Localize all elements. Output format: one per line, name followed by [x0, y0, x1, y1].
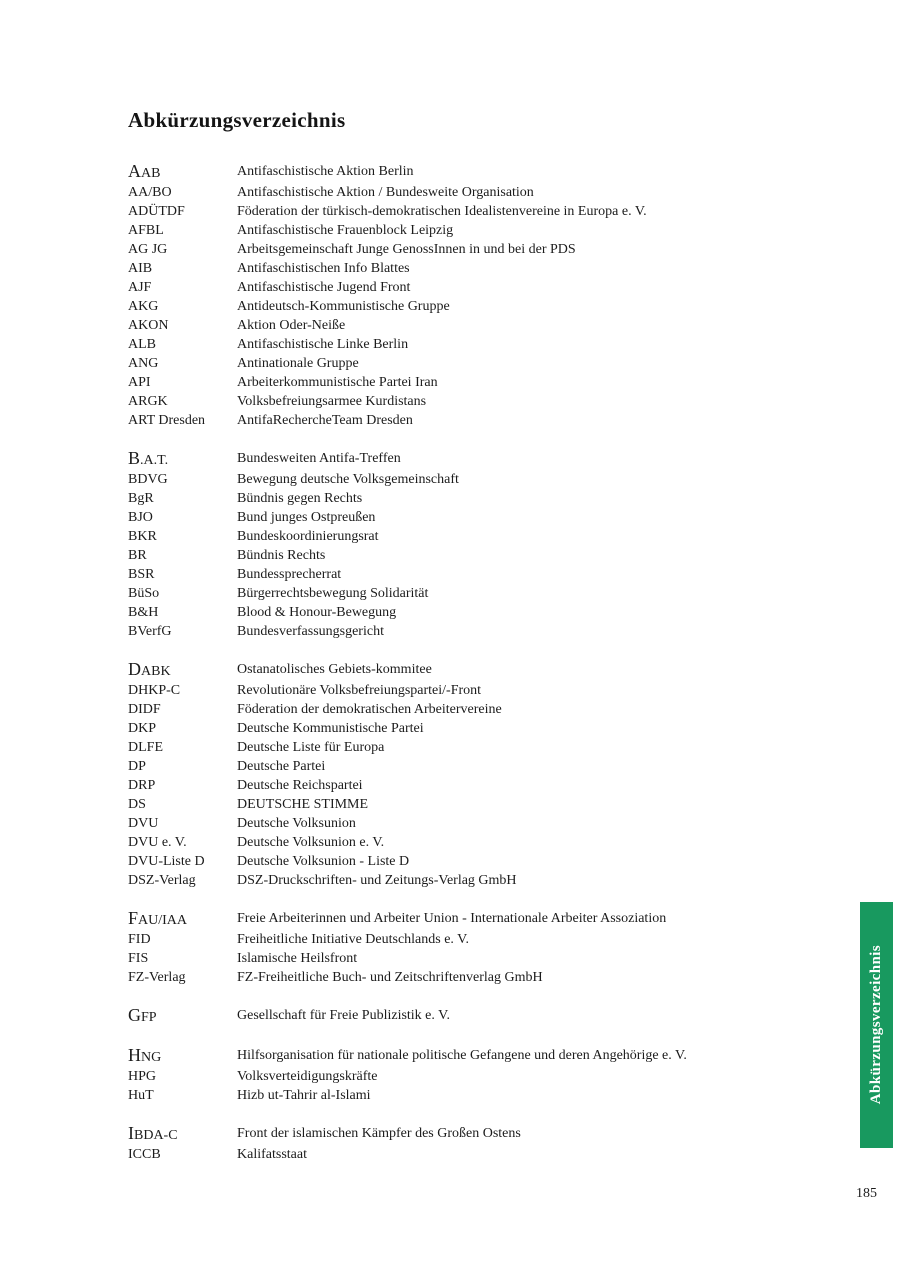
abbr-row [128, 795, 828, 814]
abbr-definition: Antideutsch-Kommunistische Gruppe [237, 299, 450, 314]
section-initial-letter: H [128, 1045, 141, 1065]
abbr-definition: Antifaschistischen Info Blattes [237, 261, 410, 276]
abbr-row [128, 968, 828, 987]
abbr-term: BSR [128, 567, 155, 582]
abbr-row [128, 565, 828, 584]
abbr-row [128, 297, 828, 316]
abbr-term: HuT [128, 1088, 154, 1103]
abbr-row [128, 354, 828, 373]
abbr-term: HPG [128, 1069, 157, 1084]
section-initial-letter: F [128, 908, 139, 928]
abbr-definition: Bundesverfassungsgericht [237, 624, 384, 639]
abbr-definition: AntifaRechercheTeam Dresden [237, 413, 413, 428]
abbr-term: FIS [128, 951, 149, 966]
abbr-term: DVU-Liste D [128, 854, 205, 869]
abbr-row [128, 316, 828, 335]
abbr-definition: Föderation der türkisch-demokratischen Idealistenvereine in Europa e. V. [237, 204, 647, 219]
abbr-term: DP [128, 759, 146, 774]
abbr-term: BüSo [128, 586, 160, 601]
abbr-row [128, 949, 828, 968]
abbr-definition: Deutsche Partei [237, 759, 326, 774]
page-number: 185 [856, 1186, 877, 1201]
abbr-term: BR [128, 548, 147, 563]
abbr-term: AJF [128, 280, 152, 295]
abbr-term: FAU/IAA [128, 908, 188, 928]
abbr-row [128, 527, 828, 546]
abbr-term: FID [128, 932, 151, 947]
abbr-term: DIDF [128, 702, 161, 717]
abbr-definition: Hilfsorganisation für nationale politische Gefangene und deren Angehörige e. V. [237, 1048, 687, 1063]
abbr-definition: DSZ-Druckschriften- und Zeitungs-Verlag GmbH [237, 873, 517, 888]
abbr-term: ICCB [128, 1147, 161, 1162]
abbr-term: DLFE [128, 740, 163, 755]
abbr-row [128, 1067, 828, 1086]
abbr-row [128, 681, 828, 700]
abbr-term: AKON [128, 318, 169, 333]
abbr-row [128, 202, 828, 221]
abbr-definition: Arbeitsgemeinschaft Junge GenossInnen in und bei der PDS [237, 242, 576, 257]
abbr-row [128, 660, 828, 681]
abbr-term: GFP [128, 1005, 157, 1025]
abbr-row [128, 546, 828, 565]
abbr-definition: Bewegung deutsche Volksgemeinschaft [237, 472, 459, 487]
abbr-definition: FZ-Freiheitliche Buch- und Zeitschriftenverlag GmbH [237, 970, 543, 985]
abbr-definition: Bundeskoordinierungsrat [237, 529, 379, 544]
abbr-row [128, 719, 828, 738]
abbr-definition: Antifaschistische Linke Berlin [237, 337, 409, 352]
abbr-row [128, 1086, 828, 1105]
abbr-section-f [128, 909, 828, 987]
abbr-term: DRP [128, 778, 156, 793]
abbr-term: DS [128, 797, 146, 812]
abbr-definition: Revolutionäre Volksbefreiungspartei/-Front [237, 683, 482, 698]
abbr-term: DSZ-Verlag [128, 873, 196, 888]
abbr-term: AFBL [128, 223, 164, 238]
abbr-term: AIB [128, 261, 153, 276]
abbr-term: AKG [128, 299, 159, 314]
abbr-term: BgR [128, 491, 154, 506]
abbr-definition: Bündnis gegen Rechts [237, 491, 363, 506]
abbr-term: DKP [128, 721, 157, 736]
section-initial-letter: A [128, 161, 141, 181]
abbr-section-h [128, 1046, 828, 1105]
abbr-definition: Deutsche Liste für Europa [237, 740, 385, 755]
abbr-definition: Freiheitliche Initiative Deutschlands e. V. [237, 932, 469, 947]
abbr-definition: Bundessprecherrat [237, 567, 342, 582]
abbr-section-a [128, 162, 828, 430]
abbr-term: BKR [128, 529, 157, 544]
section-initial-letter: I [128, 1123, 134, 1143]
abbr-section-b [128, 449, 828, 641]
abbr-term: API [128, 375, 151, 390]
abbr-definition: Deutsche Reichspartei [237, 778, 363, 793]
section-side-tab [860, 902, 893, 1148]
section-initial-letter: D [128, 659, 141, 679]
abbr-row [128, 1046, 828, 1067]
abbr-row [128, 449, 828, 470]
abbr-row [128, 221, 828, 240]
abbr-definition: Volksbefreiungsarmee Kurdistans [237, 394, 427, 409]
abbr-row [128, 622, 828, 641]
abbr-term: ARGK [128, 394, 168, 409]
abbr-row [128, 411, 828, 430]
abbr-definition: Blood & Honour-Bewegung [237, 605, 397, 620]
abbr-row [128, 776, 828, 795]
page-title: Abkürzungsverzeichnis [128, 108, 346, 132]
section-initial-letter: G [128, 1005, 141, 1025]
abbr-row [128, 833, 828, 852]
abbr-definition: Deutsche Volksunion e. V. [237, 835, 385, 850]
abbr-definition: Arbeiterkommunistische Partei Iran [237, 375, 438, 390]
abbr-definition: Volksverteidigungskräfte [237, 1069, 378, 1084]
abbr-row [128, 489, 828, 508]
abbr-term: IBDA-C [128, 1123, 178, 1143]
abbr-definition: DEUTSCHE STIMME [237, 797, 369, 812]
abbr-row [128, 738, 828, 757]
abbr-definition: Ostanatolisches Gebiets-kommitee [237, 662, 432, 677]
abbr-row [128, 814, 828, 833]
abbr-row [128, 1145, 828, 1164]
section-initial-letter: B [128, 448, 141, 468]
abbr-term: DABK [128, 659, 171, 679]
abbr-definition: Islamische Heilsfront [237, 951, 358, 966]
abbr-definition: Bund junges Ostpreußen [237, 510, 376, 525]
abbr-row [128, 871, 828, 890]
abbr-term: DVU [128, 816, 159, 831]
abbr-row [128, 373, 828, 392]
abbr-section-i [128, 1124, 828, 1164]
abbr-row [128, 162, 828, 183]
abbr-definition: Antifaschistische Jugend Front [237, 280, 411, 295]
abbr-definition: Antifaschistische Aktion Berlin [237, 164, 414, 179]
abbr-definition: Gesellschaft für Freie Publizistik e. V. [237, 1008, 450, 1023]
abbr-row [128, 508, 828, 527]
abbr-row [128, 852, 828, 871]
abbr-term: AA/BO [128, 185, 172, 200]
abbr-definition: Föderation der demokratischen Arbeitervereine [237, 702, 502, 717]
abbr-row [128, 183, 828, 202]
abbr-term: BDVG [128, 472, 168, 487]
abbr-term: DVU e. V. [128, 835, 187, 850]
abbr-row [128, 700, 828, 719]
abbr-definition: Front der islamischen Kämpfer des Großen Ostens [237, 1126, 521, 1141]
abbr-term: ALB [128, 337, 156, 352]
abbr-definition: Deutsche Volksunion - Liste D [237, 854, 410, 869]
abbr-definition: Deutsche Kommunistische Partei [237, 721, 424, 736]
abbr-row [128, 259, 828, 278]
abbr-row [128, 757, 828, 776]
abbr-definition: Hizb ut-Tahrir al-Islami [237, 1088, 371, 1103]
abbreviation-list [128, 162, 828, 1183]
side-tab-label: Abkürzungsverzeichnis [868, 945, 884, 1105]
abbr-definition: Freie Arbeiterinnen und Arbeiter Union - Internationale Arbeiter Assoziation [237, 911, 667, 926]
abbr-term: FZ-Verlag [128, 970, 186, 985]
abbr-definition: Bündnis Rechts [237, 548, 326, 563]
abbr-row [128, 240, 828, 259]
abbr-row [128, 1006, 828, 1027]
abbr-definition: Antifaschistische Frauenblock Leipzig [237, 223, 454, 238]
abbr-term: ANG [128, 356, 159, 371]
abbr-term: AG JG [128, 242, 168, 257]
abbr-definition: Kalifatsstaat [237, 1147, 307, 1162]
abbr-term: AAB [128, 161, 161, 181]
abbr-definition: Deutsche Volksunion [237, 816, 356, 831]
abbr-term: B&H [128, 605, 159, 620]
abbr-row [128, 584, 828, 603]
abbr-row [128, 603, 828, 622]
abbr-row [128, 470, 828, 489]
abbr-term: DHKP-C [128, 683, 181, 698]
abbr-row [128, 1124, 828, 1145]
abbr-section-d [128, 660, 828, 890]
abbr-definition: Antinationale Gruppe [237, 356, 359, 371]
abbr-term: BJO [128, 510, 153, 525]
abbr-section-g [128, 1006, 828, 1027]
abbr-term: HNG [128, 1045, 162, 1065]
abbr-row [128, 278, 828, 297]
abbr-term: ADÜTDF [128, 204, 185, 219]
abbr-definition: Bürgerrechtsbewegung Solidarität [237, 586, 429, 601]
abbr-row [128, 909, 828, 930]
abbr-definition: Antifaschistische Aktion / Bundesweite Organisation [237, 185, 534, 200]
abbr-definition: Bundesweiten Antifa-Treffen [237, 451, 401, 466]
abbr-row [128, 930, 828, 949]
abbr-row [128, 392, 828, 411]
abbr-row [128, 335, 828, 354]
abbr-term: ART Dresden [128, 413, 206, 428]
abbr-definition: Aktion Oder-Neiße [237, 318, 346, 333]
abbr-term: BVerfG [128, 624, 172, 639]
abbr-term: B.A.T. [128, 448, 169, 468]
